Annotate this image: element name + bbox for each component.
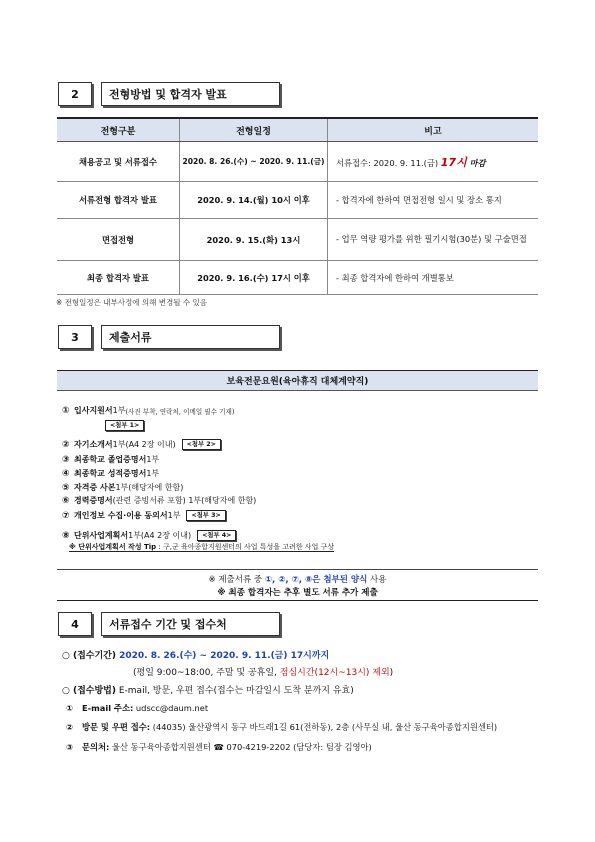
period-label: ○ (접수기간) (62, 651, 120, 661)
item-name: 입사지원서 (74, 406, 113, 415)
item-number: ① (66, 703, 74, 713)
tip-text: : 구,군 육아종합지원센터의 사업 특성을 고려한 사업 구상 (156, 543, 335, 551)
visit-address: (44035) 울산광역시 동구 바드래1길 61(전하동), 2층 (사무실 내, 울산 동구육아종합지원센터) (150, 722, 498, 732)
stage-cell: 채용공고 및 서류접수 (57, 142, 180, 182)
contact-line (66, 741, 372, 753)
item-name: 단위사업계획서 (74, 531, 129, 540)
section-3-header (58, 325, 280, 349)
documents-note (57, 569, 538, 601)
section-number: 2 (58, 82, 92, 106)
note-cell: - 합격자에 한하여 면접전형 일시 및 장소 통지 (328, 182, 539, 219)
stage-cell: 서류전형 합격자 발표 (57, 182, 180, 219)
visit-label: 방문 및 우편 접수: (82, 722, 151, 732)
attachment-tag: <첨부 2> (182, 439, 221, 450)
item-detail: 1부 (112, 406, 126, 415)
schedule-footnote: ※ 전형일정은 내부사정에 의해 변경될 수 있음 (56, 298, 207, 307)
item-detail: 1부(A4 2장 이내) (128, 531, 192, 540)
list-item (62, 495, 256, 506)
item-number: ⑧ (62, 530, 70, 541)
reception-hours (133, 665, 393, 678)
contact-value: 울산 동구육아종합지원센터 ☎ 070-4219-2202 (담당자: 팀장 김영아) (109, 742, 372, 752)
email-label: E-mail 주소: (82, 703, 134, 713)
item-number: ⑤ (62, 482, 70, 493)
stage-cell: 최종 합격자 발표 (57, 261, 180, 295)
table-row (57, 142, 538, 182)
list-item (62, 530, 236, 541)
item-number: ② (62, 439, 70, 450)
item-detail: 1부 (167, 511, 181, 520)
column-header: 전형일정 (180, 118, 328, 142)
item-number: ④ (62, 468, 70, 479)
method-label: ○ (접수방법) (62, 686, 116, 696)
note-cell: - 업무 역량 평가를 위한 필기시험(30분) 및 구술면접 (328, 219, 539, 261)
list-item (62, 482, 183, 493)
period-value: 2020. 8. 26.(수) ~ 2020. 9. 11.(금) 17시까지 (119, 651, 330, 661)
hours-text: (평일 9:00~18:00, 주말 및 공휴일, (133, 668, 280, 678)
item-number: ③ (62, 454, 70, 465)
email-address[interactable]: udscc@daum.net (133, 703, 209, 713)
item-name: 자격증 사본 (74, 483, 116, 492)
contact-label: 문의처: (82, 742, 110, 752)
tip-line (69, 542, 334, 552)
item-name: 최종학교 성적증명서 (74, 469, 147, 478)
section-4-header (58, 612, 280, 636)
list-item (62, 468, 159, 479)
tip-label: ※ 단위사업계획서 작성 Tip (69, 543, 157, 551)
item-name: 최종학교 졸업증명서 (74, 455, 147, 464)
item-number: ② (66, 722, 74, 732)
list-item (62, 454, 159, 465)
list-item (62, 510, 226, 521)
item-detail: 1부(A4 2장 이내) (112, 440, 176, 449)
note-cell: - 최종 합격자에 한하여 개별통보 (328, 261, 539, 295)
section-number: 4 (58, 612, 92, 636)
item-detail: (관련 증빙서류 포함) 1부(해당자에 한함) (112, 496, 257, 505)
date-cell: 2020. 9. 14.(월) 10시 이후 (180, 182, 328, 219)
documents-box (57, 370, 538, 570)
hours-suffix: ) (389, 668, 394, 678)
list-item (99, 420, 144, 431)
item-name: 경력증명서 (74, 496, 113, 505)
schedule-table (57, 117, 538, 295)
list-item (62, 405, 234, 416)
list-item (62, 439, 221, 450)
note-suffix: 마감 (466, 157, 486, 168)
visit-line (66, 721, 497, 733)
column-header: 비고 (328, 118, 539, 142)
note-highlight: ①, ②, ⑦, ⑧은 첨부된 양식 (264, 575, 368, 585)
table-row (57, 182, 538, 219)
note-cell (328, 142, 539, 182)
date-cell: 2020. 9. 16.(수) 17시 이후 (180, 261, 328, 295)
attachment-tag: <첨부 1> (105, 420, 144, 431)
note-line-2: ※ 최종 합격자는 추후 별도 서류 추가 제출 (217, 588, 378, 598)
item-number: ⑥ (62, 495, 70, 506)
hours-exception: 점심시간(12시~13시) 제외 (279, 668, 390, 678)
attachment-tag: <첨부 4> (197, 530, 236, 541)
item-detail: 1부 (146, 455, 160, 464)
attachment-tag: <첨부 3> (186, 510, 225, 521)
item-number: ③ (66, 742, 74, 752)
note-suffix: 사용 (367, 575, 387, 585)
method-value: E-mail, 방문, 우편 접수(접수는 마감일시 도착 분까지 유효) (116, 686, 354, 696)
table-header-row (57, 118, 538, 142)
item-detail: 1부 (146, 469, 160, 478)
item-number: ⑦ (62, 510, 70, 521)
email-line (66, 702, 208, 714)
date-cell: 2020. 9. 15.(화) 13시 (180, 219, 328, 261)
deadline-time: 17시 (440, 155, 467, 169)
date-cell: 2020. 8. 26.(수) ~ 2020. 9. 11.(금) (180, 142, 328, 182)
note-line-1 (57, 573, 538, 585)
note-prefix: ※ 제출서류 중 (208, 575, 265, 585)
item-name: 자기소개서 (74, 440, 113, 449)
section-2-header (58, 82, 280, 106)
stage-cell: 면접전형 (57, 219, 180, 261)
table-row (57, 219, 538, 261)
item-number: ① (62, 405, 70, 416)
section-title: 서류접수 기간 및 접수처 (101, 612, 280, 636)
section-number: 3 (58, 325, 92, 349)
item-name: 개인정보 수집·이용 동의서 (74, 511, 168, 520)
reception-period (62, 648, 329, 661)
section-title: 제출서류 (101, 325, 280, 349)
column-header: 전형구분 (57, 118, 180, 142)
section-title: 전형방법 및 합격자 발표 (101, 82, 280, 106)
documents-header: 보육전문요원(육아휴직 대체계약직) (57, 371, 538, 391)
item-detail: 1부(해당자에 한함) (115, 483, 184, 492)
item-note: (사진 부착, 연락처, 이메일 필수 기재) (125, 407, 235, 416)
reception-method (62, 683, 354, 696)
note-text: 서류접수: 2020. 9. 11.(금) (336, 157, 441, 168)
table-row (57, 261, 538, 295)
